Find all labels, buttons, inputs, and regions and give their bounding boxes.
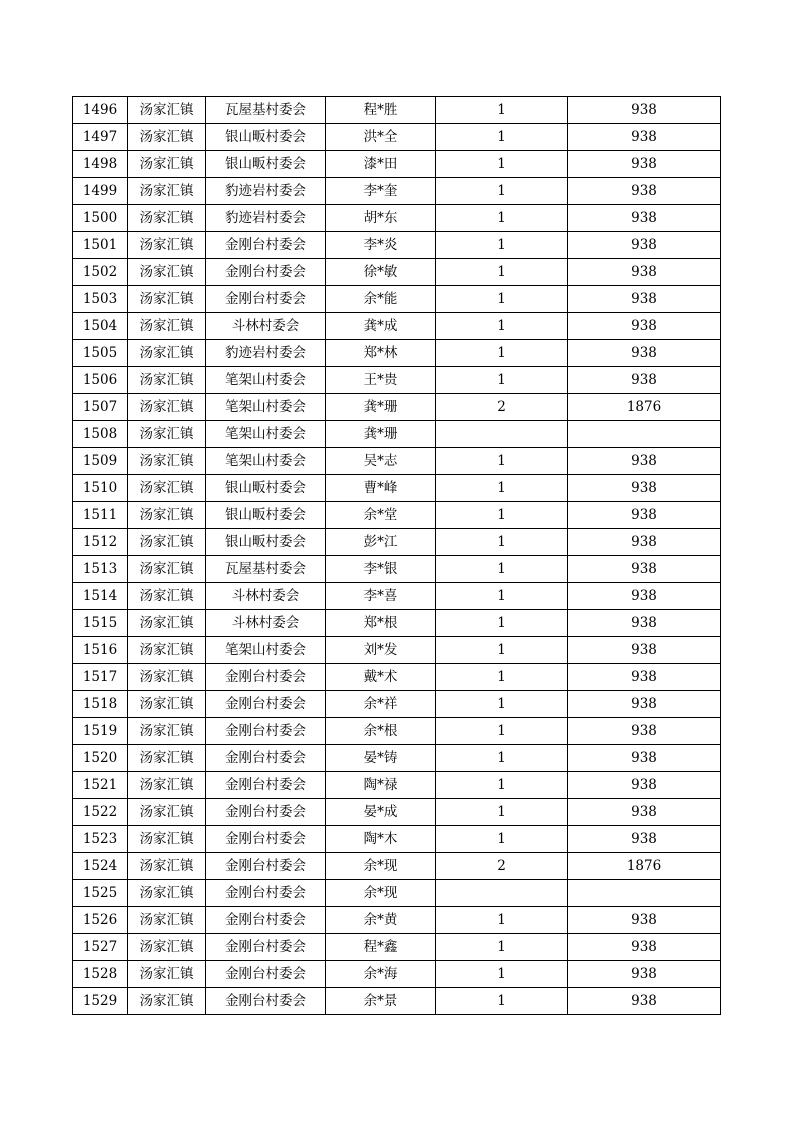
count-cell: 1 bbox=[436, 475, 568, 502]
town-cell: 汤家汇镇 bbox=[128, 583, 206, 610]
town-cell: 汤家汇镇 bbox=[128, 340, 206, 367]
village-committee-cell: 瓦屋基村委会 bbox=[206, 97, 326, 124]
person-name-cell: 程*胜 bbox=[326, 97, 436, 124]
row-number-cell: 1504 bbox=[73, 313, 128, 340]
village-committee-cell: 金刚台村委会 bbox=[206, 718, 326, 745]
count-cell: 1 bbox=[436, 826, 568, 853]
town-cell: 汤家汇镇 bbox=[128, 502, 206, 529]
row-number-cell: 1512 bbox=[73, 529, 128, 556]
amount-cell: 938 bbox=[568, 529, 721, 556]
amount-cell: 938 bbox=[568, 664, 721, 691]
town-cell: 汤家汇镇 bbox=[128, 772, 206, 799]
person-name-cell: 漆*田 bbox=[326, 151, 436, 178]
table-row bbox=[73, 313, 721, 340]
person-name-cell: 陶*木 bbox=[326, 826, 436, 853]
amount-cell: 938 bbox=[568, 583, 721, 610]
row-number-cell: 1505 bbox=[73, 340, 128, 367]
amount-cell: 938 bbox=[568, 448, 721, 475]
row-number-cell: 1501 bbox=[73, 232, 128, 259]
village-committee-cell: 金刚台村委会 bbox=[206, 799, 326, 826]
count-cell: 1 bbox=[436, 664, 568, 691]
count-cell: 1 bbox=[436, 961, 568, 988]
table-row bbox=[73, 205, 721, 232]
person-name-cell: 余*现 bbox=[326, 880, 436, 907]
amount-cell bbox=[568, 421, 721, 448]
row-number-cell: 1523 bbox=[73, 826, 128, 853]
person-name-cell: 龚*珊 bbox=[326, 394, 436, 421]
table-row bbox=[73, 421, 721, 448]
town-cell: 汤家汇镇 bbox=[128, 448, 206, 475]
town-cell: 汤家汇镇 bbox=[128, 151, 206, 178]
row-number-cell: 1507 bbox=[73, 394, 128, 421]
village-committee-cell: 笔架山村委会 bbox=[206, 448, 326, 475]
town-cell: 汤家汇镇 bbox=[128, 556, 206, 583]
row-number-cell: 1527 bbox=[73, 934, 128, 961]
table-row bbox=[73, 880, 721, 907]
village-committee-cell: 笔架山村委会 bbox=[206, 394, 326, 421]
row-number-cell: 1496 bbox=[73, 97, 128, 124]
count-cell: 1 bbox=[436, 97, 568, 124]
village-committee-cell: 金刚台村委会 bbox=[206, 961, 326, 988]
row-number-cell: 1502 bbox=[73, 259, 128, 286]
town-cell: 汤家汇镇 bbox=[128, 826, 206, 853]
village-committee-cell: 金刚台村委会 bbox=[206, 880, 326, 907]
row-number-cell: 1499 bbox=[73, 178, 128, 205]
table-row bbox=[73, 745, 721, 772]
town-cell: 汤家汇镇 bbox=[128, 286, 206, 313]
amount-cell: 938 bbox=[568, 205, 721, 232]
row-number-cell: 1497 bbox=[73, 124, 128, 151]
count-cell: 1 bbox=[436, 232, 568, 259]
town-cell: 汤家汇镇 bbox=[128, 313, 206, 340]
row-number-cell: 1517 bbox=[73, 664, 128, 691]
village-committee-cell: 豹迹岩村委会 bbox=[206, 205, 326, 232]
town-cell: 汤家汇镇 bbox=[128, 745, 206, 772]
row-number-cell: 1526 bbox=[73, 907, 128, 934]
town-cell: 汤家汇镇 bbox=[128, 205, 206, 232]
village-committee-cell: 银山畈村委会 bbox=[206, 502, 326, 529]
table-row bbox=[73, 259, 721, 286]
person-name-cell: 李*炎 bbox=[326, 232, 436, 259]
count-cell: 1 bbox=[436, 907, 568, 934]
row-number-cell: 1522 bbox=[73, 799, 128, 826]
person-name-cell: 李*银 bbox=[326, 556, 436, 583]
table-row bbox=[73, 556, 721, 583]
row-number-cell: 1519 bbox=[73, 718, 128, 745]
row-number-cell: 1525 bbox=[73, 880, 128, 907]
amount-cell: 938 bbox=[568, 556, 721, 583]
amount-cell: 1876 bbox=[568, 394, 721, 421]
town-cell: 汤家汇镇 bbox=[128, 934, 206, 961]
count-cell: 2 bbox=[436, 394, 568, 421]
person-name-cell: 彭*江 bbox=[326, 529, 436, 556]
amount-cell: 938 bbox=[568, 934, 721, 961]
count-cell: 1 bbox=[436, 151, 568, 178]
table-row bbox=[73, 637, 721, 664]
person-name-cell: 余*根 bbox=[326, 718, 436, 745]
amount-cell: 938 bbox=[568, 124, 721, 151]
table-row bbox=[73, 826, 721, 853]
amount-cell: 938 bbox=[568, 826, 721, 853]
amount-cell: 938 bbox=[568, 259, 721, 286]
amount-cell: 938 bbox=[568, 961, 721, 988]
amount-cell: 938 bbox=[568, 286, 721, 313]
table-row bbox=[73, 664, 721, 691]
count-cell: 1 bbox=[436, 745, 568, 772]
town-cell: 汤家汇镇 bbox=[128, 610, 206, 637]
person-name-cell: 龚*珊 bbox=[326, 421, 436, 448]
village-committee-cell: 金刚台村委会 bbox=[206, 259, 326, 286]
table-row bbox=[73, 691, 721, 718]
count-cell: 1 bbox=[436, 124, 568, 151]
count-cell: 1 bbox=[436, 259, 568, 286]
count-cell: 1 bbox=[436, 583, 568, 610]
town-cell: 汤家汇镇 bbox=[128, 637, 206, 664]
person-name-cell: 晏*成 bbox=[326, 799, 436, 826]
amount-cell: 938 bbox=[568, 799, 721, 826]
row-number-cell: 1509 bbox=[73, 448, 128, 475]
table-row bbox=[73, 772, 721, 799]
town-cell: 汤家汇镇 bbox=[128, 232, 206, 259]
count-cell: 1 bbox=[436, 286, 568, 313]
table-row bbox=[73, 529, 721, 556]
row-number-cell: 1514 bbox=[73, 583, 128, 610]
village-committee-cell: 金刚台村委会 bbox=[206, 772, 326, 799]
table-row bbox=[73, 367, 721, 394]
row-number-cell: 1524 bbox=[73, 853, 128, 880]
table-row bbox=[73, 394, 721, 421]
town-cell: 汤家汇镇 bbox=[128, 880, 206, 907]
person-name-cell: 余*景 bbox=[326, 988, 436, 1015]
row-number-cell: 1528 bbox=[73, 961, 128, 988]
amount-cell: 938 bbox=[568, 691, 721, 718]
table-row bbox=[73, 934, 721, 961]
village-committee-cell: 银山畈村委会 bbox=[206, 529, 326, 556]
row-number-cell: 1515 bbox=[73, 610, 128, 637]
record-table-body bbox=[73, 97, 721, 1015]
table-row bbox=[73, 502, 721, 529]
amount-cell: 938 bbox=[568, 475, 721, 502]
row-number-cell: 1513 bbox=[73, 556, 128, 583]
count-cell: 1 bbox=[436, 529, 568, 556]
count-cell: 1 bbox=[436, 313, 568, 340]
count-cell bbox=[436, 880, 568, 907]
amount-cell: 938 bbox=[568, 637, 721, 664]
person-name-cell: 余*堂 bbox=[326, 502, 436, 529]
table-row bbox=[73, 799, 721, 826]
village-committee-cell: 金刚台村委会 bbox=[206, 907, 326, 934]
count-cell: 1 bbox=[436, 340, 568, 367]
person-name-cell: 吴*志 bbox=[326, 448, 436, 475]
count-cell: 1 bbox=[436, 772, 568, 799]
count-cell: 1 bbox=[436, 205, 568, 232]
town-cell: 汤家汇镇 bbox=[128, 799, 206, 826]
village-committee-cell: 斗林村委会 bbox=[206, 313, 326, 340]
person-name-cell: 陶*禄 bbox=[326, 772, 436, 799]
table-row bbox=[73, 286, 721, 313]
town-cell: 汤家汇镇 bbox=[128, 178, 206, 205]
table-row bbox=[73, 178, 721, 205]
town-cell: 汤家汇镇 bbox=[128, 529, 206, 556]
amount-cell: 938 bbox=[568, 232, 721, 259]
village-committee-cell: 银山畈村委会 bbox=[206, 124, 326, 151]
count-cell: 1 bbox=[436, 934, 568, 961]
person-name-cell: 晏*铸 bbox=[326, 745, 436, 772]
row-number-cell: 1508 bbox=[73, 421, 128, 448]
village-committee-cell: 豹迹岩村委会 bbox=[206, 178, 326, 205]
person-name-cell: 余*现 bbox=[326, 853, 436, 880]
person-name-cell: 郑*林 bbox=[326, 340, 436, 367]
town-cell: 汤家汇镇 bbox=[128, 475, 206, 502]
count-cell: 1 bbox=[436, 448, 568, 475]
village-committee-cell: 金刚台村委会 bbox=[206, 826, 326, 853]
amount-cell: 938 bbox=[568, 367, 721, 394]
town-cell: 汤家汇镇 bbox=[128, 907, 206, 934]
count-cell: 2 bbox=[436, 853, 568, 880]
amount-cell: 938 bbox=[568, 907, 721, 934]
person-name-cell: 胡*东 bbox=[326, 205, 436, 232]
count-cell: 1 bbox=[436, 502, 568, 529]
town-cell: 汤家汇镇 bbox=[128, 97, 206, 124]
amount-cell: 938 bbox=[568, 340, 721, 367]
village-committee-cell: 银山畈村委会 bbox=[206, 475, 326, 502]
table-row bbox=[73, 340, 721, 367]
person-name-cell: 刘*发 bbox=[326, 637, 436, 664]
village-committee-cell: 银山畈村委会 bbox=[206, 151, 326, 178]
village-committee-cell: 金刚台村委会 bbox=[206, 232, 326, 259]
row-number-cell: 1520 bbox=[73, 745, 128, 772]
person-name-cell: 李*奎 bbox=[326, 178, 436, 205]
village-committee-cell: 豹迹岩村委会 bbox=[206, 340, 326, 367]
amount-cell: 938 bbox=[568, 772, 721, 799]
town-cell: 汤家汇镇 bbox=[128, 853, 206, 880]
person-name-cell: 洪*全 bbox=[326, 124, 436, 151]
village-committee-cell: 金刚台村委会 bbox=[206, 853, 326, 880]
count-cell: 1 bbox=[436, 637, 568, 664]
amount-cell: 1876 bbox=[568, 853, 721, 880]
village-committee-cell: 笔架山村委会 bbox=[206, 637, 326, 664]
village-committee-cell: 斗林村委会 bbox=[206, 583, 326, 610]
row-number-cell: 1516 bbox=[73, 637, 128, 664]
person-name-cell: 余*祥 bbox=[326, 691, 436, 718]
count-cell bbox=[436, 421, 568, 448]
row-number-cell: 1511 bbox=[73, 502, 128, 529]
amount-cell: 938 bbox=[568, 718, 721, 745]
count-cell: 1 bbox=[436, 556, 568, 583]
village-committee-cell: 金刚台村委会 bbox=[206, 988, 326, 1015]
row-number-cell: 1510 bbox=[73, 475, 128, 502]
person-name-cell: 余*黄 bbox=[326, 907, 436, 934]
count-cell: 1 bbox=[436, 178, 568, 205]
town-cell: 汤家汇镇 bbox=[128, 421, 206, 448]
town-cell: 汤家汇镇 bbox=[128, 988, 206, 1015]
count-cell: 1 bbox=[436, 691, 568, 718]
town-cell: 汤家汇镇 bbox=[128, 124, 206, 151]
person-name-cell: 王*贵 bbox=[326, 367, 436, 394]
person-name-cell: 戴*术 bbox=[326, 664, 436, 691]
village-committee-cell: 斗林村委会 bbox=[206, 610, 326, 637]
amount-cell: 938 bbox=[568, 97, 721, 124]
count-cell: 1 bbox=[436, 799, 568, 826]
village-committee-cell: 金刚台村委会 bbox=[206, 664, 326, 691]
village-committee-cell: 笔架山村委会 bbox=[206, 421, 326, 448]
amount-cell: 938 bbox=[568, 988, 721, 1015]
table-row bbox=[73, 97, 721, 124]
person-name-cell: 郑*根 bbox=[326, 610, 436, 637]
record-table bbox=[72, 96, 721, 1015]
village-committee-cell: 金刚台村委会 bbox=[206, 745, 326, 772]
table-row bbox=[73, 610, 721, 637]
table-row bbox=[73, 151, 721, 178]
table-row bbox=[73, 475, 721, 502]
table-row bbox=[73, 853, 721, 880]
table-row bbox=[73, 124, 721, 151]
town-cell: 汤家汇镇 bbox=[128, 691, 206, 718]
row-number-cell: 1506 bbox=[73, 367, 128, 394]
row-number-cell: 1498 bbox=[73, 151, 128, 178]
village-committee-cell: 金刚台村委会 bbox=[206, 691, 326, 718]
town-cell: 汤家汇镇 bbox=[128, 664, 206, 691]
person-name-cell: 徐*敏 bbox=[326, 259, 436, 286]
count-cell: 1 bbox=[436, 367, 568, 394]
village-committee-cell: 瓦屋基村委会 bbox=[206, 556, 326, 583]
row-number-cell: 1521 bbox=[73, 772, 128, 799]
town-cell: 汤家汇镇 bbox=[128, 961, 206, 988]
village-committee-cell: 笔架山村委会 bbox=[206, 367, 326, 394]
count-cell: 1 bbox=[436, 988, 568, 1015]
row-number-cell: 1503 bbox=[73, 286, 128, 313]
town-cell: 汤家汇镇 bbox=[128, 259, 206, 286]
amount-cell: 938 bbox=[568, 502, 721, 529]
town-cell: 汤家汇镇 bbox=[128, 394, 206, 421]
row-number-cell: 1518 bbox=[73, 691, 128, 718]
table-row bbox=[73, 907, 721, 934]
amount-cell: 938 bbox=[568, 745, 721, 772]
person-name-cell: 程*鑫 bbox=[326, 934, 436, 961]
amount-cell: 938 bbox=[568, 610, 721, 637]
person-name-cell: 李*喜 bbox=[326, 583, 436, 610]
village-committee-cell: 金刚台村委会 bbox=[206, 934, 326, 961]
village-committee-cell: 金刚台村委会 bbox=[206, 286, 326, 313]
person-name-cell: 曹*峰 bbox=[326, 475, 436, 502]
town-cell: 汤家汇镇 bbox=[128, 367, 206, 394]
row-number-cell: 1500 bbox=[73, 205, 128, 232]
amount-cell: 938 bbox=[568, 313, 721, 340]
amount-cell: 938 bbox=[568, 151, 721, 178]
count-cell: 1 bbox=[436, 610, 568, 637]
person-name-cell: 余*能 bbox=[326, 286, 436, 313]
table-row bbox=[73, 448, 721, 475]
table-row bbox=[73, 988, 721, 1015]
row-number-cell: 1529 bbox=[73, 988, 128, 1015]
table-row bbox=[73, 961, 721, 988]
town-cell: 汤家汇镇 bbox=[128, 718, 206, 745]
table-row bbox=[73, 232, 721, 259]
count-cell: 1 bbox=[436, 718, 568, 745]
amount-cell: 938 bbox=[568, 178, 721, 205]
table-row bbox=[73, 718, 721, 745]
person-name-cell: 龚*成 bbox=[326, 313, 436, 340]
amount-cell bbox=[568, 880, 721, 907]
person-name-cell: 余*海 bbox=[326, 961, 436, 988]
table-row bbox=[73, 583, 721, 610]
